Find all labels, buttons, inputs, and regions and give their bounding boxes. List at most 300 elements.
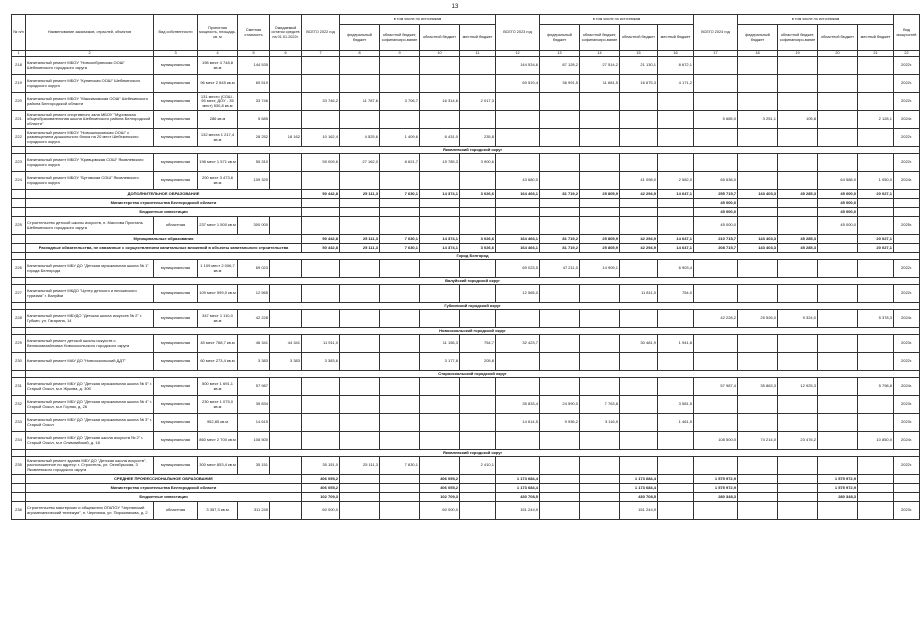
amount-cell bbox=[738, 129, 778, 147]
summary-value: 1 575 972,9 bbox=[818, 475, 858, 484]
summary-value bbox=[540, 475, 580, 484]
amount-cell bbox=[858, 154, 894, 172]
amount-cell bbox=[738, 396, 778, 414]
amount-cell bbox=[658, 111, 694, 129]
amount-cell: 1 941,8 bbox=[658, 335, 694, 353]
amount-cell bbox=[340, 432, 380, 450]
amount-cell bbox=[270, 172, 302, 190]
amount-cell bbox=[658, 457, 694, 475]
amount-cell bbox=[778, 93, 818, 111]
row-number: 219 bbox=[12, 75, 26, 93]
summary-value: 164 466,1 bbox=[496, 235, 540, 244]
table-cell: 2024г. bbox=[894, 111, 920, 129]
amount-cell: 69 023 bbox=[238, 260, 270, 278]
table-cell: 230 мест 1 075,0 кв.м bbox=[198, 396, 238, 414]
amount-cell: 5 685 bbox=[238, 111, 270, 129]
amount-cell bbox=[818, 57, 858, 75]
amount-cell bbox=[818, 396, 858, 414]
amount-cell bbox=[694, 75, 738, 93]
amount-cell: 10 162,4 bbox=[302, 129, 340, 147]
object-name: Капитальный ремонт МБУ ДО "Детская музыкальная школа № 4" г. Старый Оскол, м-н Горняк, д. 26 bbox=[26, 396, 154, 414]
table-row bbox=[12, 57, 920, 75]
summary-value bbox=[460, 475, 496, 484]
table-cell: муниципальная bbox=[154, 432, 198, 450]
summary-value: 7 630,1 bbox=[380, 190, 420, 199]
amount-cell bbox=[270, 310, 302, 328]
amount-cell bbox=[858, 396, 894, 414]
amount-cell bbox=[420, 432, 460, 450]
table-cell: муниципальная bbox=[154, 57, 198, 75]
summary-value bbox=[540, 484, 580, 493]
amount-cell bbox=[540, 353, 580, 371]
amount-cell bbox=[658, 154, 694, 172]
amount-cell bbox=[540, 172, 580, 190]
col-local-header: местный бюджет bbox=[858, 25, 894, 51]
summary-value bbox=[340, 199, 380, 208]
amount-cell: 36 991,5 bbox=[540, 75, 580, 93]
col-num-header: № п/п bbox=[12, 15, 26, 51]
amount-cell bbox=[738, 172, 778, 190]
amount-cell: 3 177,8 bbox=[420, 353, 460, 371]
table-cell: муниципальная bbox=[154, 335, 198, 353]
amount-cell bbox=[270, 378, 302, 396]
summary-value bbox=[540, 493, 580, 502]
summary-value: 25 111,3 bbox=[340, 244, 380, 253]
amount-cell bbox=[818, 310, 858, 328]
amount-cell: 35 834 bbox=[238, 396, 270, 414]
object-name: Строительство детской школы искусств, п. Маслова Пристань Шебекинского городского округа bbox=[26, 217, 154, 235]
amount-cell bbox=[778, 285, 818, 303]
amount-cell bbox=[580, 457, 620, 475]
summary-value: 1 173 684,4 bbox=[620, 484, 658, 493]
amount-cell: 311 245 bbox=[238, 502, 270, 520]
amount-cell bbox=[738, 260, 778, 278]
summary-value: 20 027,1 bbox=[858, 244, 894, 253]
col-regional-cofin-header: областной бюджет, софинансиро-вание bbox=[778, 25, 818, 51]
section-heading: Валуйский городской округ bbox=[26, 278, 920, 285]
amount-cell bbox=[818, 432, 858, 450]
table-cell: 286 кв.м bbox=[198, 111, 238, 129]
table-cell: 860 мест 2 700 кв.м bbox=[198, 432, 238, 450]
amount-cell: 74 214,0 bbox=[738, 432, 778, 450]
amount-cell: 42 228,2 bbox=[694, 310, 738, 328]
column-number: 14 bbox=[580, 51, 620, 57]
table-row bbox=[12, 335, 920, 353]
amount-cell: 3 383 bbox=[270, 353, 302, 371]
table-body bbox=[12, 15, 920, 520]
amount-cell bbox=[270, 396, 302, 414]
amount-cell: 14 614,5 bbox=[496, 414, 540, 432]
amount-cell bbox=[620, 129, 658, 147]
amount-cell bbox=[460, 217, 496, 235]
amount-cell: 2 582,0 bbox=[658, 172, 694, 190]
summary-value: 20 027,1 bbox=[858, 190, 894, 199]
amount-cell bbox=[620, 260, 658, 278]
summary-value bbox=[658, 484, 694, 493]
amount-cell bbox=[302, 414, 340, 432]
amount-cell bbox=[380, 217, 420, 235]
amount-cell bbox=[496, 432, 540, 450]
amount-cell bbox=[270, 502, 302, 520]
amount-cell bbox=[270, 217, 302, 235]
summary-value bbox=[778, 493, 818, 502]
object-name: Капитальный ремонт МБОУ "Новоолбрянская ООШ" Шебекинского городского округа bbox=[26, 57, 154, 75]
object-name: Капитальный ремонт детской школы искусств с. Великомихайловка Новооскольского городского округа bbox=[26, 335, 154, 353]
amount-cell bbox=[620, 111, 658, 129]
amount-cell bbox=[540, 378, 580, 396]
table-row bbox=[12, 378, 920, 396]
amount-cell bbox=[302, 75, 340, 93]
amount-cell bbox=[270, 285, 302, 303]
amount-cell bbox=[694, 285, 738, 303]
summary-row bbox=[12, 493, 920, 502]
amount-cell bbox=[738, 57, 778, 75]
amount-cell bbox=[540, 457, 580, 475]
amount-cell bbox=[302, 57, 340, 75]
object-name: Капитальный ремонт МБУ ДО "Детская музыкальная школа № 1" города Белгорода bbox=[26, 260, 154, 278]
amount-cell bbox=[818, 502, 858, 520]
amount-cell bbox=[694, 57, 738, 75]
amount-cell bbox=[302, 217, 340, 235]
amount-cell: 12 565,0 bbox=[496, 285, 540, 303]
table-cell: муниципальная bbox=[154, 75, 198, 93]
summary-value: 50 442,8 bbox=[302, 190, 340, 199]
amount-cell bbox=[694, 93, 738, 111]
amount-cell: 69 023,5 bbox=[496, 260, 540, 278]
amount-cell: 32 423,7 bbox=[496, 335, 540, 353]
amount-cell bbox=[694, 414, 738, 432]
amount-cell: 27 162,0 bbox=[340, 154, 380, 172]
amount-cell: 3 383,6 bbox=[302, 353, 340, 371]
amount-cell bbox=[340, 396, 380, 414]
amount-cell bbox=[420, 285, 460, 303]
section-heading-row bbox=[12, 328, 920, 335]
amount-cell: 69 519,4 bbox=[496, 75, 540, 93]
summary-value bbox=[420, 199, 460, 208]
amount-cell bbox=[302, 111, 340, 129]
section-heading-row bbox=[12, 371, 920, 378]
table-cell: 2023г. bbox=[894, 396, 920, 414]
table-cell: 2024г. bbox=[894, 172, 920, 190]
summary-value: 164 466,1 bbox=[496, 190, 540, 199]
amount-cell bbox=[460, 310, 496, 328]
summary-value bbox=[496, 208, 540, 217]
amount-cell bbox=[420, 260, 460, 278]
amount-cell: 151 244,9 bbox=[496, 502, 540, 520]
amount-cell bbox=[340, 217, 380, 235]
amount-cell: 60 000,0 bbox=[302, 502, 340, 520]
summary-value: 45 285,3 bbox=[778, 244, 818, 253]
amount-cell bbox=[778, 75, 818, 93]
column-number: 22 bbox=[894, 51, 920, 57]
table-cell: 2022г. bbox=[894, 154, 920, 172]
summary-value: 42 294,9 bbox=[620, 235, 658, 244]
amount-cell bbox=[818, 414, 858, 432]
table-cell: муниципальная bbox=[154, 310, 198, 328]
table-cell bbox=[12, 493, 26, 502]
row-number: 232 bbox=[12, 396, 26, 414]
summary-value: 143 403,3 bbox=[738, 244, 778, 253]
group-2022-header: в том числе по источникам bbox=[340, 15, 496, 25]
amount-cell bbox=[694, 502, 738, 520]
table-cell bbox=[12, 303, 26, 310]
amount-cell bbox=[620, 414, 658, 432]
table-cell: муниципальная bbox=[154, 154, 198, 172]
table-cell: 60 мест 273,4 кв.м bbox=[198, 353, 238, 371]
object-name: Капитальный ремонт МБУ ДО "Детская школа искусств № 2" г. Старый Оскол, м-н Олимпийский, д. 18 bbox=[26, 432, 154, 450]
amount-cell bbox=[694, 260, 738, 278]
amount-cell: 3 383 bbox=[238, 353, 270, 371]
table-cell: 1 109 мест 2 006,7 кв.м bbox=[198, 260, 238, 278]
amount-cell bbox=[270, 414, 302, 432]
amount-cell: 16 675,3 bbox=[620, 75, 658, 93]
amount-cell bbox=[270, 75, 302, 93]
amount-cell: 144 534,6 bbox=[496, 57, 540, 75]
amount-cell: 87 128,2 bbox=[540, 57, 580, 75]
amount-cell bbox=[818, 378, 858, 396]
table-cell bbox=[12, 278, 26, 285]
amount-cell bbox=[380, 414, 420, 432]
summary-value: 143 403,3 bbox=[738, 190, 778, 199]
summary-value: 25 111,3 bbox=[340, 190, 380, 199]
table-cell bbox=[12, 190, 26, 199]
table-row bbox=[12, 414, 920, 432]
row-number: 234 bbox=[12, 432, 26, 450]
table-cell bbox=[12, 208, 26, 217]
amount-cell: 55 310 bbox=[238, 154, 270, 172]
summary-value bbox=[340, 484, 380, 493]
col-regional-cofin-header: областной бюджет, софинансиро-вание bbox=[580, 25, 620, 51]
amount-cell: 144 535 bbox=[238, 57, 270, 75]
table-cell: областная bbox=[154, 217, 198, 235]
table-cell: 2024г. bbox=[894, 378, 920, 396]
amount-cell bbox=[818, 353, 858, 371]
amount-cell: 151 244,9 bbox=[620, 502, 658, 520]
column-number: 15 bbox=[620, 51, 658, 57]
table-cell bbox=[12, 244, 26, 253]
summary-value bbox=[496, 199, 540, 208]
amount-cell bbox=[818, 260, 858, 278]
col-regional-cofin-header: областной бюджет, софинансиро-вание bbox=[380, 25, 420, 51]
object-name: Капитальный ремонт МБОУ "Бутовская СОШ" Яковлевского городского округа bbox=[26, 172, 154, 190]
summary-value bbox=[460, 493, 496, 502]
table-cell: 200 мест 3 473,6 кв.м bbox=[198, 172, 238, 190]
table-cell: муниципальная bbox=[154, 414, 198, 432]
amount-cell bbox=[380, 260, 420, 278]
amount-cell: 11 787,6 bbox=[340, 93, 380, 111]
table-cell: муниципальная bbox=[154, 93, 198, 111]
table-cell: муниципальная bbox=[154, 129, 198, 147]
row-number: 223 bbox=[12, 154, 26, 172]
amount-cell bbox=[540, 335, 580, 353]
amount-cell: 108 500,0 bbox=[694, 432, 738, 450]
object-name: Строительство мастерских и общежития ОГАПОУ "Чернянский агромеханический техникум", п. Чернянка, ул. Пирожникова, д. 2 bbox=[26, 502, 154, 520]
amount-cell bbox=[380, 285, 420, 303]
summary-value bbox=[302, 208, 340, 217]
amount-cell bbox=[580, 432, 620, 450]
amount-cell bbox=[858, 93, 894, 111]
amount-cell bbox=[540, 129, 580, 147]
amount-cell bbox=[778, 457, 818, 475]
column-number: 8 bbox=[340, 51, 380, 57]
summary-value bbox=[858, 199, 894, 208]
amount-cell: 5 685,0 bbox=[694, 111, 738, 129]
amount-cell bbox=[580, 335, 620, 353]
column-number: 1 bbox=[12, 51, 26, 57]
amount-cell: 5 378,3 bbox=[858, 310, 894, 328]
amount-cell bbox=[496, 353, 540, 371]
amount-cell bbox=[658, 129, 694, 147]
row-number: 225 bbox=[12, 217, 26, 235]
amount-cell: 24 590,0 bbox=[540, 396, 580, 414]
col-regional-header: областной бюджет bbox=[818, 25, 858, 51]
summary-value: 164 466,1 bbox=[496, 244, 540, 253]
amount-cell bbox=[340, 378, 380, 396]
row-number: 218 bbox=[12, 57, 26, 75]
table-cell bbox=[12, 450, 26, 457]
amount-cell: 108 500 bbox=[238, 432, 270, 450]
amount-cell bbox=[302, 396, 340, 414]
amount-cell: 11 681,5 bbox=[580, 75, 620, 93]
amount-cell bbox=[778, 396, 818, 414]
summary-value bbox=[380, 475, 420, 484]
table-cell bbox=[12, 199, 26, 208]
amount-cell: 15 785,3 bbox=[420, 154, 460, 172]
col-remaining-header: Ожидаемый остаток средств на 01.01.2022г. bbox=[270, 15, 302, 51]
amount-cell: 11 156,3 bbox=[420, 335, 460, 353]
amount-cell bbox=[460, 111, 496, 129]
table-cell: муниципальная bbox=[154, 111, 198, 129]
amount-cell bbox=[460, 396, 496, 414]
amount-cell bbox=[420, 414, 460, 432]
amount-cell bbox=[858, 335, 894, 353]
summary-row bbox=[12, 244, 920, 253]
amount-cell bbox=[738, 93, 778, 111]
col-federal-header: федеральный бюджет bbox=[340, 25, 380, 51]
amount-cell bbox=[380, 396, 420, 414]
col-capacity-header: Проектная мощность, площадь, кв. м bbox=[198, 15, 238, 51]
amount-cell bbox=[658, 378, 694, 396]
table-cell: 2023г. bbox=[894, 414, 920, 432]
summary-value: 45 000,0 bbox=[694, 208, 738, 217]
column-number: 5 bbox=[238, 51, 270, 57]
amount-cell bbox=[496, 93, 540, 111]
summary-label: Расходные обязательства, не связанные с осуществлением капитальных вложений в объекты капитального строительства bbox=[26, 244, 302, 253]
column-number: 21 bbox=[858, 51, 894, 57]
summary-value bbox=[858, 493, 894, 502]
amount-cell bbox=[302, 432, 340, 450]
summary-value bbox=[580, 493, 620, 502]
table-cell: муниципальная bbox=[154, 457, 198, 475]
section-heading-row bbox=[12, 147, 920, 154]
summary-value bbox=[580, 475, 620, 484]
table-cell: 2022г. bbox=[894, 353, 920, 371]
amount-cell bbox=[340, 260, 380, 278]
amount-cell: 235,8 bbox=[460, 129, 496, 147]
amount-cell bbox=[420, 217, 460, 235]
table-row bbox=[12, 396, 920, 414]
amount-cell bbox=[818, 154, 858, 172]
amount-cell bbox=[858, 57, 894, 75]
amount-cell bbox=[540, 111, 580, 129]
summary-value bbox=[894, 235, 920, 244]
summary-value: 7 630,1 bbox=[380, 244, 420, 253]
col-federal-header: федеральный бюджет bbox=[738, 25, 778, 51]
object-name: Капитальный ремонт МБУ ДО "Детская музыкальная школа № 5" г. Старый Оскол, м-н Жукова, д. 30б bbox=[26, 378, 154, 396]
amount-cell bbox=[778, 217, 818, 235]
amount-cell bbox=[580, 378, 620, 396]
amount-cell bbox=[380, 378, 420, 396]
summary-value: 25 805,9 bbox=[580, 244, 620, 253]
summary-value: 25 805,9 bbox=[580, 235, 620, 244]
amount-cell bbox=[380, 432, 420, 450]
amount-cell: 41 098,0 bbox=[620, 172, 658, 190]
table-cell: 2022г. bbox=[894, 285, 920, 303]
summary-value bbox=[340, 208, 380, 217]
summary-row bbox=[12, 199, 920, 208]
page-number: 13 bbox=[451, 4, 459, 10]
amount-cell bbox=[340, 57, 380, 75]
group-2023-header: в том числе по источникам bbox=[540, 15, 694, 25]
summary-value: 50 442,8 bbox=[302, 235, 340, 244]
column-number: 16 bbox=[658, 51, 694, 57]
row-number: 236 bbox=[12, 502, 26, 520]
summary-value bbox=[460, 484, 496, 493]
row-number: 222 bbox=[12, 129, 26, 147]
amount-cell bbox=[778, 172, 818, 190]
amount-cell bbox=[460, 378, 496, 396]
summary-value: 45 000,0 bbox=[818, 190, 858, 199]
amount-cell bbox=[580, 502, 620, 520]
summary-value bbox=[340, 493, 380, 502]
amount-cell bbox=[818, 111, 858, 129]
col-federal-header: федеральный бюджет bbox=[540, 25, 580, 51]
summary-label: СРЕДНЕЕ ПРОФЕССИОНАЛЬНОЕ ОБРАЗОВАНИЕ bbox=[26, 475, 302, 484]
amount-cell bbox=[818, 335, 858, 353]
amount-cell: 10 850,0 bbox=[858, 432, 894, 450]
amount-cell bbox=[778, 57, 818, 75]
amount-cell: 43 680,0 bbox=[496, 172, 540, 190]
summary-value: 102 709,3 bbox=[302, 493, 340, 502]
amount-cell: 9 936,2 bbox=[540, 414, 580, 432]
summary-value: 7 630,1 bbox=[380, 235, 420, 244]
table-cell: 2025г. bbox=[894, 217, 920, 235]
amount-cell bbox=[540, 432, 580, 450]
amount-cell bbox=[380, 75, 420, 93]
amount-cell bbox=[496, 310, 540, 328]
amount-cell bbox=[540, 154, 580, 172]
summary-value: 45 285,3 bbox=[778, 190, 818, 199]
amount-cell bbox=[580, 111, 620, 129]
object-name: Капитальный ремонт МБУДО "Детская школа искусств № 2" г. Губкин, ул. Гагарина, 14 bbox=[26, 310, 154, 328]
object-name: Капитальный ремонт МКДО "Центр детского и юношеского туризма" г. Валуйки bbox=[26, 285, 154, 303]
row-number: 229 bbox=[12, 335, 26, 353]
row-number: 230 bbox=[12, 353, 26, 371]
amount-cell: 65 638,0 bbox=[694, 172, 738, 190]
amount-cell: 12 565 bbox=[238, 285, 270, 303]
table-cell bbox=[12, 371, 26, 378]
row-number: 231 bbox=[12, 378, 26, 396]
column-number: 4 bbox=[198, 51, 238, 57]
column-number: 3 bbox=[154, 51, 198, 57]
summary-value bbox=[340, 475, 380, 484]
summary-value: 3 026,6 bbox=[460, 190, 496, 199]
column-number: 2 bbox=[26, 51, 154, 57]
amount-cell bbox=[460, 432, 496, 450]
group-2024-header: в том числе по источникам bbox=[738, 15, 894, 25]
summary-value bbox=[540, 199, 580, 208]
amount-cell bbox=[658, 502, 694, 520]
